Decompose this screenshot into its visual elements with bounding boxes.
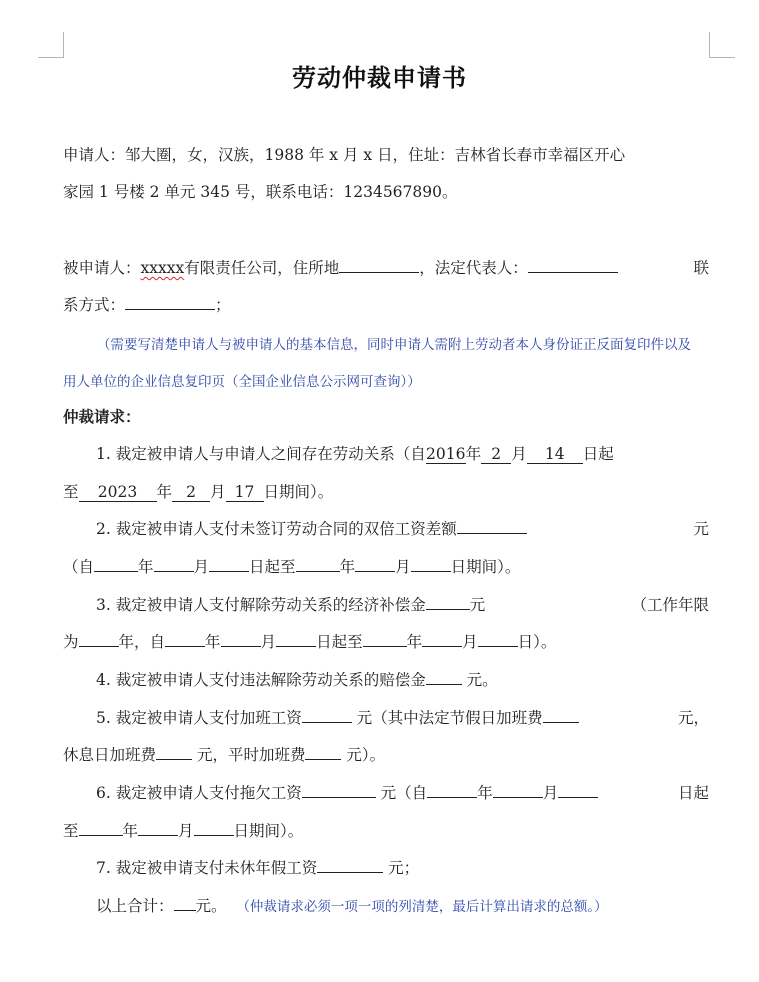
req5-rest-blank[interactable] — [156, 759, 192, 760]
request-3-line-1: 3. 裁定被申请人支付解除劳动关系的经济补偿金 元 （工作年限 — [96, 596, 709, 614]
note-basic-info-1: （需要写清楚申请人与被申请人的基本信息，同时申请人需附上劳动者本人身份证正反面复印件以及 — [97, 337, 691, 353]
request-6-line-1: 6. 裁定被申请人支付拖欠工资 元（自 年 月 日起 — [96, 784, 709, 802]
request-1-line-1: 1. 裁定被申请人与申请人之间存在劳动关系（自2016年 2 月 14 日起 — [96, 445, 614, 463]
req2-start-day-blank[interactable] — [209, 571, 249, 572]
respondent-line-2: 系方式： ； — [63, 296, 231, 314]
request-3-line-2: 为 年，自 年 月 日起至 年 月 日）。 — [63, 633, 557, 651]
req6-end-year-blank[interactable] — [79, 835, 123, 836]
req6-start-year-blank[interactable] — [427, 797, 477, 798]
request-5-line-2: 休息日加班费 元，平时加班费 元）。 — [63, 746, 386, 764]
req6-start-month-blank[interactable] — [493, 797, 543, 798]
requests-heading: 仲裁请求： — [63, 407, 141, 426]
req6-end-month-blank[interactable] — [138, 835, 178, 836]
req2-start-month-blank[interactable] — [154, 571, 194, 572]
request-6-line-2: 至 年 月 日期间）。 — [63, 822, 304, 840]
note-basic-info-2: 用人单位的企业信息复印页（全国企业信息公示网可查询）） — [63, 374, 421, 390]
respondent-line-1 — [63, 257, 709, 279]
req6-end-day-blank[interactable] — [194, 835, 234, 836]
req3-end-month-blank[interactable] — [422, 646, 462, 647]
legal-rep-blank[interactable] — [528, 272, 618, 273]
req1-end-year[interactable]: 2023 — [79, 483, 157, 502]
req1-start-month[interactable]: 2 — [481, 445, 511, 464]
req3-start-month-blank[interactable] — [221, 646, 261, 647]
req3-amount-blank[interactable] — [426, 609, 470, 610]
req5-amount-blank[interactable] — [302, 722, 352, 723]
req1-end-day[interactable]: 17 — [226, 483, 264, 502]
request-1-line-2: 至 2023 年 2 月 17 日期间）。 — [63, 483, 334, 501]
total-line: 以上合计： 元。 （仲裁请求必须一项一项的列清楚，最后计算出请求的总额。） — [96, 897, 608, 915]
corner-mark-left — [38, 32, 64, 58]
request-2-line-1: 2. 裁定被申请人支付未签订劳动合同的双倍工资差额 元 — [96, 520, 709, 538]
applicant-line-2: 家园 1 号楼 2 单元 345 号，联系电话：1234567890。 — [63, 183, 458, 201]
req2-end-day-blank[interactable] — [411, 571, 451, 572]
respondent-part-1: 被申请人：xxxxx有限责任公司，住所地 ，法定代表人： — [63, 257, 618, 279]
req3-years-blank[interactable] — [79, 646, 119, 647]
req5-holiday-blank[interactable] — [543, 722, 579, 723]
req3-start-year-blank[interactable] — [165, 646, 205, 647]
req3-end-day-blank[interactable] — [478, 646, 518, 647]
corner-mark-right — [709, 32, 735, 58]
total-amount-blank[interactable] — [174, 910, 196, 911]
request-5-line-1: 5. 裁定被申请人支付加班工资 元（其中法定节假日加班费 元， — [96, 709, 709, 727]
document-title: 劳动仲裁申请书 — [292, 63, 467, 92]
req4-amount-blank[interactable] — [426, 684, 462, 685]
contact-pre: 联 — [693, 259, 709, 277]
company-name: xxxxx — [140, 259, 185, 277]
req6-amount-blank[interactable] — [302, 797, 376, 798]
req1-start-year[interactable]: 2016 — [425, 445, 466, 463]
request-2-line-2: （自 年 月 日起至 年 月 日期间）。 — [63, 558, 521, 576]
req3-end-year-blank[interactable] — [363, 646, 407, 647]
req1-start-day[interactable]: 14 — [527, 445, 583, 464]
req2-end-month-blank[interactable] — [355, 571, 395, 572]
req5-normal-blank[interactable] — [305, 759, 341, 760]
contact-blank[interactable] — [125, 309, 215, 310]
req2-end-year-blank[interactable] — [296, 571, 340, 572]
req2-start-year-blank[interactable] — [94, 571, 138, 572]
req6-start-day-blank[interactable] — [558, 797, 598, 798]
note-total: （仲裁请求必须一项一项的列清楚，最后计算出请求的总额。） — [236, 899, 608, 915]
request-4: 4. 裁定被申请人支付违法解除劳动关系的赔偿金 元。 — [96, 671, 498, 689]
address-blank[interactable] — [339, 272, 419, 273]
req1-end-month[interactable]: 2 — [172, 483, 210, 502]
req7-amount-blank[interactable] — [317, 872, 383, 873]
applicant-line-1: 申请人：邹大圈，女，汉族，1988 年 x 月 x 日，住址：吉林省长春市幸福区开心 — [63, 146, 626, 164]
request-7: 7. 裁定被申请支付未休年假工资 元； — [96, 859, 420, 877]
req3-start-day-blank[interactable] — [276, 646, 316, 647]
req2-amount-blank[interactable] — [457, 533, 527, 534]
